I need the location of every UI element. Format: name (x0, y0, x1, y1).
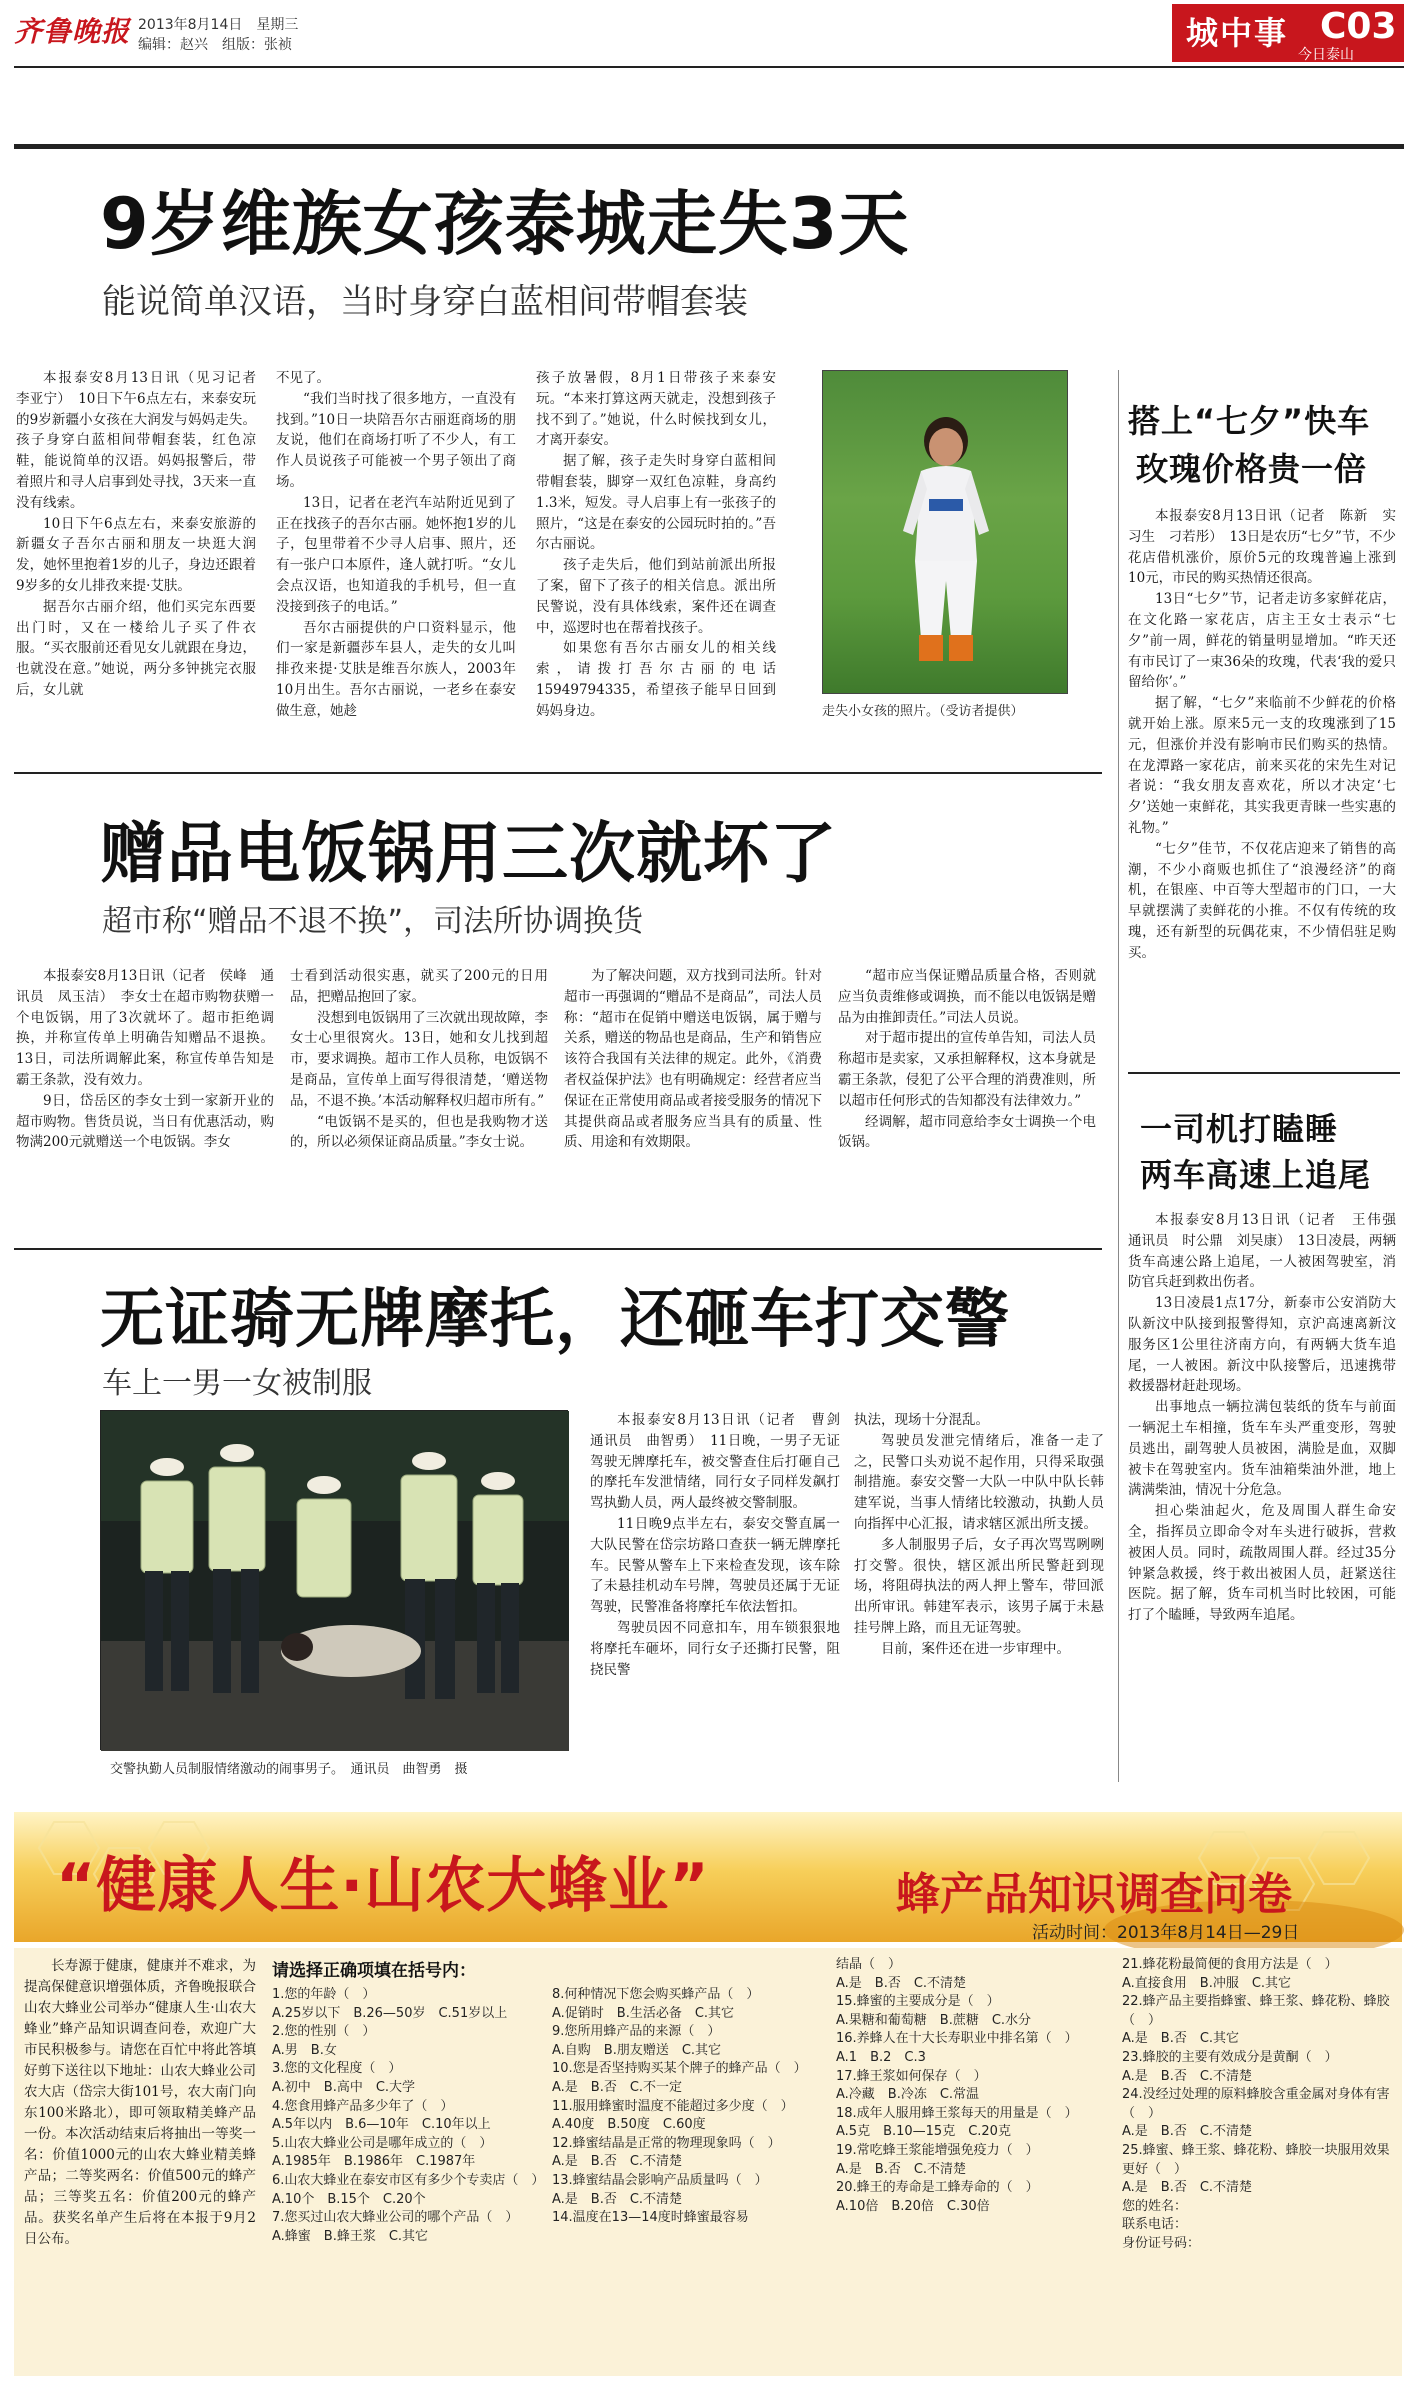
quiz-line: A.是 B.否 C.不清楚 (552, 2154, 683, 2170)
quiz-line: 16.养蜂人在十大长寿职业中排名第（ ） (836, 2031, 1078, 2047)
story2-divider (14, 1248, 1102, 1250)
story2-headline: 赠品电饭锅用三次就坏了 (100, 815, 837, 892)
story3-photo-caption: 交警执勤人员制服情绪激动的闹事男子。 通讯员 曲智勇 摄 (110, 1762, 468, 1777)
quiz-line: 身份证号码： (1122, 2235, 1201, 2251)
story2-subhead: 超市称“赠品不退不换”，司法所协调换货 (102, 904, 644, 939)
quiz-line: 4.您食用蜂产品多少年了（ ） (272, 2098, 454, 2114)
quiz-line: A.果糖和葡萄糖 B.蔗糖 C.水分 (836, 2012, 1032, 2028)
police-scene-photo (100, 1410, 568, 1750)
section-subtitle: 今日泰山 (1298, 47, 1354, 63)
quiz-line: 10.您是否坚持购买某个牌子的蜂产品（ ） (552, 2061, 807, 2077)
side2-headline-line1: 一司机打瞌睡 (1140, 1110, 1339, 1148)
date-line: 2013年8月14日 星期三 (138, 17, 299, 33)
quiz-line: 联系电话： (1122, 2217, 1188, 2233)
quiz-line: A.男 B.女 (272, 2042, 337, 2058)
story3-headline: 无证骑无牌摩托，还砸车打交警 (100, 1283, 1010, 1357)
story1-headline: 9岁维族女孩泰城走失3天 (100, 183, 910, 265)
story3-col2: 执法，现场十分混乱。 驾驶员发泄完情绪后，准备一走了之，民警口头劝说不起作用，只得采取强制措施。泰安交警一大队一中队中队长韩建军说，当事人情绪比较激动，执勤人员向指挥中心汇报，请求辖区派出所支援。 多人制服男子后，女子再次骂骂咧咧打交警。很快，辖区派出所民警赶到现场，将阻碍执法的两人押上警车，带回派出所审讯。韩建军表示，该男子属于未悬挂号牌上路，而且无证驾驶。 目前，案件还在进一步审理中。 (854, 1412, 1104, 1657)
quiz-line: A.是 B.否 C.不清楚 (1122, 2124, 1253, 2140)
section-title: 城中事 (1186, 14, 1289, 52)
quiz-line: 您的姓名： (1122, 2198, 1188, 2214)
quiz-line: 7.您买过山农大蜂业公司的哪个产品（ ） (272, 2210, 519, 2226)
story1-col1: 本报泰安8月13日讯（见习记者 李亚宁） 10日下午6点左右，来泰安玩的9岁新疆小女孩在大润发与妈妈走失。孩子身穿白蓝相间带帽套装，红色凉鞋，能说简单的汉语。妈妈报警后，带着照片和寻人启事到处寻找，3天来一直没有线索。 10日下午6点左右，来泰安旅游的新疆女子吾尔古丽和朋友一块逛大润发，她怀里抱着1岁的儿子，身边还跟着9岁多的女儿排孜来提·艾肤。 据吾尔古丽介绍，他们买完东西要出门时，又在一楼给儿子买了件衣服。“买衣服前还看见女儿就跟在身边，也就没在意。”她说，两分多钟挑完衣服后，女儿就 (16, 370, 270, 698)
header-rule (14, 66, 1404, 68)
ad-title-tail: 蜂产品知识调查问卷 (896, 1869, 1292, 1920)
story2-col2: 士看到活动很实惠，就买了200元的日用品，把赠品抱回了家。 没想到电饭锅用了三次就出现故障，李女士心里很窝火。13日，她和女儿找到超市，要求调换。超市工作人员称，电饭锅不是商品，宣传单上面写得很清楚，‘赠送物品，不退不换。’本活动解释权归超市所有。” “电饭锅不是买的，但也是我购物才送的，所以必须保证商品质量。”李女士说。 (290, 968, 548, 1151)
story1-col2: 不见了。 “我们当时找了很多地方，一直没有找到。”10日一块陪吾尔古丽逛商场的朋友说，他们在商场打听了不少人，有工作人员说孩子可能被一个男子领出了商场。 13日，记者在老汽车站附近见到了正在找孩子的吾尔古丽。她怀抱1岁的儿子，包里带着不少寻人启事、照片，还有一张户口本原件，逢人就打听。“女儿会点汉语，也知道我的手机号，但一直没接到孩子的电话。” 吾尔古丽提供的户口资料显示，他们一家是新疆莎车县人，走失的女儿叫排孜来提·艾肤是维吾尔族人，2003年10月出生。吾尔古丽说，一老乡在泰安做生意，她趁 (276, 370, 516, 719)
story1-divider (14, 772, 1102, 774)
story1-photo-caption: 走失小女孩的照片。（受访者提供） (822, 704, 1024, 719)
quiz-line: 20.蜂王的寿命是工蜂寿命的（ ） (836, 2180, 1039, 2196)
side1-headline-line2: 玫瑰价格贵一倍 (1136, 450, 1368, 488)
quiz-line: 8.何种情况下您会购买蜂产品（ ） (552, 1987, 760, 2002)
quiz-line: A.5年以内 B.6—10年 C.10年以上 (272, 2117, 491, 2133)
quiz-line: 结晶（ ） (836, 1957, 902, 1972)
quiz-line: 13.蜂蜜结晶会影响产品质量吗（ ） (552, 2172, 768, 2188)
quiz-line: A.1985年 B.1986年 C.1987年 (272, 2154, 476, 2170)
quiz-line: 11.服用蜂蜜时温度不能超过多少度（ ） (552, 2098, 794, 2114)
quiz-column-4 (1122, 1956, 1394, 2372)
quiz-line: A.是 B.否 C.不清楚 (836, 2161, 967, 2177)
quiz-line: A.25岁以下 B.26—50岁 C.51岁以上 (272, 2005, 508, 2021)
side1-body: 本报泰安8月13日讯（记者 陈新 实习生 刁若彤） 13日是农历“七夕”节，不少花店借机涨价，原价5元的玫瑰普遍上涨到10元，市民的购买热情还很高。 13日“七夕”节，记者走访多家鲜花店，在文化路一家花店，店主王女士表示“七夕”前一周，鲜花的销量明显增加。“昨天还有市民订了一束36朵的玫瑰，代表‘我的爱只留给你’。” 据了解，“七夕”来临前不少鲜花的价格就开始上涨。原来5元一支的玫瑰涨到了15元，但涨价并没有影响市民们购买的热情。在龙潭路一家花店，前来买花的宋先生对记者说：“我女朋友喜欢花，所以才决定‘七夕’送她一束鲜花，其实我更青睐一些实惠的礼物。” “七夕”佳节，不仅花店迎来了销售的高潮，不少小商贩也抓住了“浪漫经济”的商机，在银座、中百等大型超市的门口，一大早就摆满了卖鲜花的小推。不仅有传统的玫瑰，还有新型的玩偶花束，不少情侣驻足购买。 (1128, 508, 1396, 961)
quiz-line: A.是 B.否 C.不清楚 (552, 2191, 683, 2207)
quiz-column-3 (836, 1956, 1104, 2372)
side-column-divider (1118, 370, 1119, 1782)
quiz-line: A.促销时 B.生活必备 C.其它 (552, 2005, 735, 2021)
story1-col3: 孩子放暑假，8月1日带孩子来泰安玩。“本来打算这两天就走，没想到孩子找不到了。”她说，什么时候找到女儿，才离开泰安。 据了解，孩子走失时身穿白蓝相间带帽套装，脚穿一双红色凉鞋，身高约1.3米，短发。寻人启事上有一张孩子的照片，“这是在泰安的公园玩时拍的。”吾尔古丽说。 孩子走失后，他们到站前派出所报了案，留下了孩子的相关信息。派出所民警说，没有具体线索，案件还在调查中，巡逻时也在帮着找孩子。 如果您有吾尔古丽女儿的相关线索，请拨打吾尔古丽的电话15949794335，希望孩子能早日回到妈妈身边。 (536, 370, 776, 719)
quiz-line: 2.您的性别（ ） (272, 2024, 376, 2040)
quiz-line: 5.山农大蜂业公司是哪年成立的（ ） (272, 2135, 493, 2151)
quiz-line: 21.蜂花粉最简便的食用方法是（ ） (1122, 1957, 1338, 1972)
masthead-logo: 齐鲁晚报 (14, 15, 131, 48)
page-number: C03 (1320, 6, 1397, 47)
quiz-line: 12.蜂蜜结晶是正常的物理现象吗（ ） (552, 2135, 781, 2151)
quiz-column-2 (552, 1986, 820, 2372)
quiz-line: A.自购 B.朋友赠送 C.其它 (552, 2042, 722, 2058)
side2-headline-line2: 两车高速上追尾 (1140, 1156, 1372, 1194)
story3-col1: 本报泰安8月13日讯（记者 曹剑 通讯员 曲智勇） 11日晚，一男子无证驾驶无牌摩托车，被交警查住后打砸自己的摩托车发泄情绪，同行女子同样发飙打骂执勤人员，两人最终被交警制服。 11日晚9点半左右，泰安交警直属一大队民警在岱宗坊路口查获一辆无牌摩托车。民警从警车上下来检查发现，该车除了未悬挂机动车号牌，驾驶员还属于无证驾驶，民警准备将摩托车依法暂扣。 驾驶员因不同意扣车，用车锁狠狠地将摩托车砸坏，同行女子还撕打民警，阻挠民警 (590, 1412, 854, 1678)
story2-col1: 本报泰安8月13日讯（记者 侯峰 通讯员 凤玉洁） 李女士在超市购物获赠一个电饭锅，用了3次就坏了。超市拒绝调换，并称宣传单上明确告知赠品不退换。13日，司法所调解此案，称宣传单告知是霸王条款，没有效力。 9日，岱岳区的李女士到一家新开业的超市购物。售货员说，当日有优惠活动，购物满200元就赠送一个电饭锅。李女 (16, 968, 274, 1151)
quiz-line: 15.蜂蜜的主要成分是（ ） (836, 1994, 1000, 2010)
quiz-line: 1.您的年龄（ ） (272, 1987, 376, 2002)
quiz-line: A.是 B.否 C.其它 (1122, 2031, 1240, 2047)
top-rule (14, 144, 1404, 149)
ad-intro: 长寿源于健康，健康并不难求，为提高保健意识增强体质，齐鲁晚报联合山农大蜂业公司举办“健康人生·山农大蜂业”蜂产品知识调查问卷，欢迎广大市民积极参与。请您在百忙中将此答填好剪下送往以下地址：山农大蜂业公司农大店（岱宗大街101号，农大南门向东100米路北），即可领取精美蜂产品一份。本次活动结束后将抽出一等奖一名：价值1000元的山农大蜂业精美蜂产品；二等奖两名：价值500元的蜂产品；三等奖五名：价值200元的蜂产品。获奖名单产生后将在本报于9月2日公布。 (24, 1958, 256, 2247)
story2-col4: “超市应当保证赠品质量合格，否则就应当负责维修或调换，而不能以电饭锅是赠品为由推卸责任。”司法人员说。 对于超市提出的宣传单告知，司法人员称超市是卖家，又承担解释权，这本身就是霸王条款，侵犯了公平合理的消费准则，所以超市任何形式的告知都没有法律效力。” 经调解，超市同意给李女士调换一个电饭锅。 (838, 968, 1096, 1151)
side-divider (1128, 1072, 1400, 1074)
quiz-line: 19.常吃蜂王浆能增强免疫力（ ） (836, 2142, 1039, 2158)
side1-headline-line1: 搭上“七夕”快车 (1128, 402, 1371, 440)
quiz-line: A.是 B.否 C.不一定 (552, 2079, 683, 2095)
quiz-line: 23.蜂胶的主要有效成分是黄酮（ ） (1122, 2049, 1338, 2065)
ad-title: “健康人生·山农大蜂业” (56, 1851, 710, 1921)
quiz-line: 25.蜂蜜、蜂王浆、蜂花粉、蜂胶一块服用效果更好（ ） (1122, 2142, 1390, 2177)
story3-subhead: 车上一男一女被制服 (102, 1366, 372, 1401)
quiz-line: A.10倍 B.20倍 C.30倍 (836, 2198, 990, 2214)
quiz-line: A.10个 B.15个 C.20个 (272, 2191, 426, 2207)
quiz-line: 18.成年人服用蜂王浆每天的用量是（ ） (836, 2105, 1078, 2121)
story2-col3: 为了解决问题，双方找到司法所。针对超市一再强调的“赠品不是商品”，司法人员称：“超市在促销中赠送电饭锅，属于赠与关系，赠送的物品也是商品，生产和销售应该符合我国有关法律的规定。此外，《消费者权益保护法》也有明确规定：经营者应当保证在正常使用商品或者接受服务的情况下其提供商品或者服务应当具有的质量、性质、用途和有效期限。 (564, 968, 822, 1151)
quiz-line: A.是 B.否 C.不清楚 (1122, 2180, 1253, 2196)
quiz-line: A.是 B.否 C.不清楚 (836, 1975, 967, 1991)
quiz-line: A.5克 B.10—15克 C.20克 (836, 2124, 1011, 2140)
editor-line: 编辑：赵兴 组版：张祯 (138, 37, 292, 53)
ad-activity-time: 活动时间：2013年8月14日—29日 (1032, 1923, 1300, 1943)
quiz-line: 6.山农大蜂业在泰安市区有多少个专卖店（ ） (272, 2172, 545, 2188)
quiz-line: 14.温度在13—14度时蜂蜜最容易 (552, 2210, 749, 2226)
side2-body: 本报泰安8月13日讯（记者 王伟强 通讯员 时公鼎 刘吴康） 13日凌晨，两辆货车高速公路上追尾，一人被困驾驶室，消防官兵赶到救出伤者。 13日凌晨1点17分，新泰市公安消防大队新汶中队接到报警得知，京沪高速离新汶服务区1公里往济南方向，有两辆大货车追尾，一人被困。新汶中队接警后，迅速携带救援器材赶赴现场。 出事地点一辆拉满包装纸的货车与前面一辆泥土车相撞，货车车头严重变形，驾驶员逃出，副驾驶人员被困，满脸是血，双脚被卡在驾驶室内。货车油箱柴油外泄，地上满满柴油，情况十分危急。 担心柴油起火，危及周围人群生命安全，指挥员立即命令对车头进行破拆，营救被困人员。同时，疏散周围人群。经过35分钟紧急救援，终于救出被困人员，赶紧送往医院。据了解，货车司机当时比较困，可能打了个瞌睡，导致两车追尾。 (1128, 1212, 1409, 1624)
quiz-line: A.40度 B.50度 C.60度 (552, 2117, 706, 2133)
quiz-line: A.冷藏 B.冷冻 C.常温 (836, 2087, 980, 2103)
quiz-line: A.直接食用 B.冲服 C.其它 (1122, 1975, 1292, 1991)
quiz-line: 22.蜂产品主要指蜂蜜、蜂王浆、蜂花粉、蜂胶（ ） (1122, 1994, 1390, 2028)
quiz-line: A.初中 B.高中 C.大学 (272, 2079, 416, 2095)
quiz-line: 3.您的文化程度（ ） (272, 2061, 402, 2077)
quiz-line: 17.蜂王浆如何保存（ ） (836, 2068, 987, 2084)
quiz-line: A.是 B.否 C.不清楚 (1122, 2068, 1253, 2084)
quiz-line: 24.没经过处理的原料蜂胶含重金属对身体有害（ ） (1122, 2087, 1390, 2121)
quiz-line: A.1 B.2 C.3 (836, 2049, 926, 2065)
quiz-line: A.蜂蜜 B.蜂王浆 C.其它 (272, 2228, 429, 2244)
quiz-column-1 (272, 1986, 545, 2372)
missing-girl-photo (822, 370, 1068, 694)
quiz-line: 9.您所用蜂产品的来源（ ） (552, 2024, 721, 2040)
story1-subhead: 能说简单汉语，当时身穿白蓝相间带帽套装 (102, 282, 748, 322)
quiz-heading: 请选择正确项填在括号内： (272, 1961, 476, 1981)
